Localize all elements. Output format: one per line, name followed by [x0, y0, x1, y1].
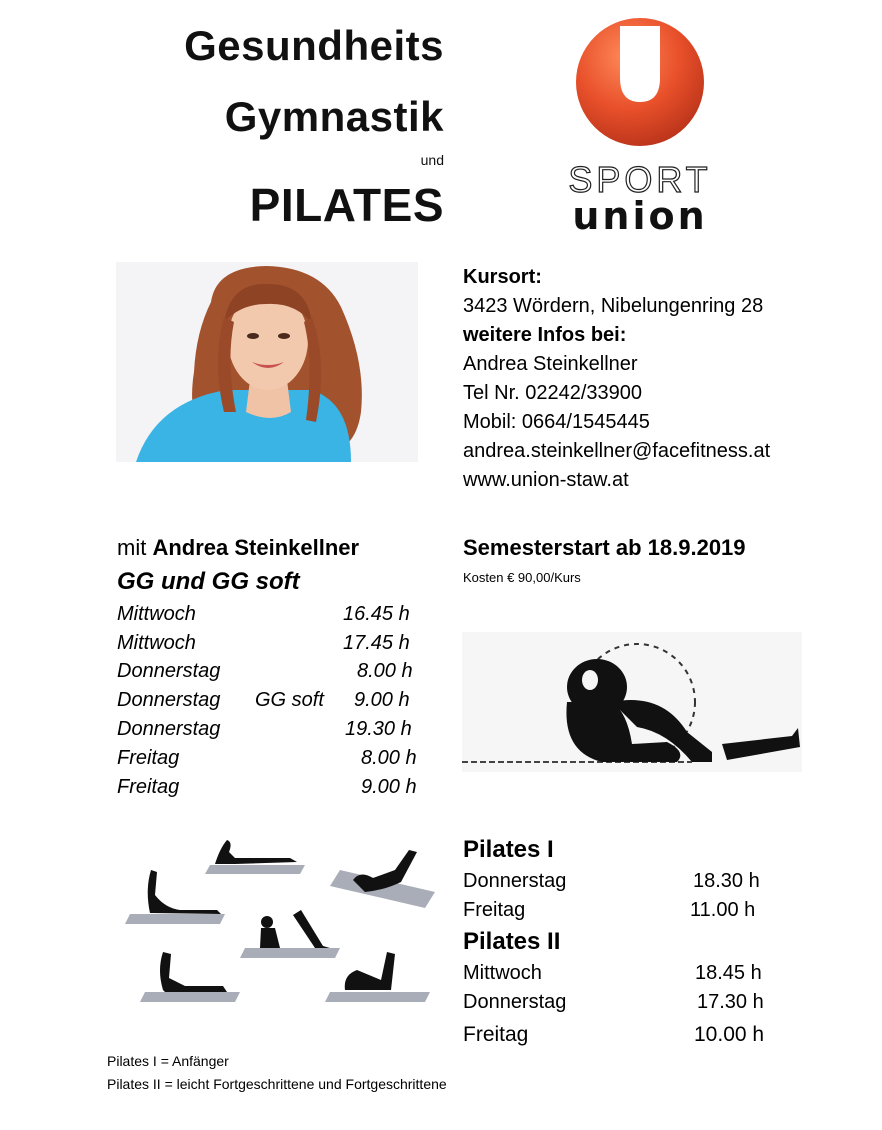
contact-name: Andrea Steinkellner — [463, 353, 638, 375]
contact-tel: Tel Nr. 02242/33900 — [463, 382, 643, 404]
gg-row-3-time: 8.00 h — [357, 660, 413, 682]
exercise-roll-illustration — [462, 632, 802, 772]
gg-row-4-day: Donnerstag — [117, 689, 221, 711]
gg-row-6-day: Freitag — [117, 747, 180, 769]
pilates2-row-2-day: Donnerstag — [463, 991, 567, 1013]
instructor-photo — [116, 262, 418, 462]
gg-row-2-day: Mittwoch — [117, 632, 196, 654]
sport-union-logo — [545, 18, 735, 233]
pilates1-row-2-day: Freitag — [463, 899, 526, 921]
gg-row-5-time: 19.30 h — [345, 718, 412, 740]
pilates2-row-1-time: 18.45 h — [695, 962, 762, 984]
pilates1-row-1-time: 18.30 h — [693, 870, 760, 892]
logo-word-sport: SPORT — [568, 159, 712, 200]
title-line-2: Gymnastik — [224, 93, 444, 140]
website-link[interactable]: www.union-staw.at — [463, 469, 629, 491]
title-line-3: PILATES — [249, 179, 444, 231]
logo-word-union: union — [572, 194, 708, 233]
gg-heading: GG und GG soft — [117, 568, 300, 595]
pilates2-row-2-time: 17.30 h — [697, 991, 764, 1013]
instructor-prefix: mit — [117, 535, 147, 560]
title-line-1: Gesundheits — [184, 22, 444, 69]
gg-row-7-time: 9.00 h — [361, 776, 417, 798]
semester-start: Semesterstart ab 18.9.2019 — [463, 535, 746, 560]
pilates1-row-1-day: Donnerstag — [463, 870, 567, 892]
title-connector: und — [420, 152, 444, 168]
gg-row-2-time: 17.45 h — [343, 632, 410, 654]
gg-row-7-day: Freitag — [117, 776, 180, 798]
logo-u-icon — [620, 26, 660, 102]
gg-row-1-day: Mittwoch — [117, 603, 196, 625]
pilates2-row-3-time: 10.00 h — [694, 1023, 765, 1046]
kursort-address: 3423 Wördern, Nibelungenring 28 — [463, 295, 764, 317]
instructor-line — [117, 535, 359, 561]
semester-cost: Kosten € 90,00/Kurs — [463, 570, 581, 585]
gg-row-5-day: Donnerstag — [117, 718, 221, 740]
gg-row-6-time: 8.00 h — [361, 747, 417, 769]
gg-row-4-note: GG soft — [255, 689, 324, 711]
pilates2-row-1-day: Mittwoch — [463, 962, 542, 984]
pilates1-heading: Pilates I — [463, 836, 554, 863]
contact-mobil: Mobil: 0664/1545445 — [463, 411, 650, 433]
instructor-name: Andrea Steinkellner — [152, 535, 360, 560]
pilates2-heading: Pilates II — [463, 928, 561, 955]
contact-email-link[interactable]: andrea.steinkellner@facefitness.at — [463, 440, 771, 462]
footnote-pilates1: Pilates I = Anfänger — [107, 1053, 229, 1069]
pilates1-row-2-time: 11.00 h — [690, 899, 756, 921]
pilates2-row-3-day: Freitag — [463, 1023, 529, 1046]
infos-label: weitere Infos bei: — [463, 324, 627, 346]
gg-row-3-day: Donnerstag — [117, 660, 221, 682]
gg-row-1-time: 16.45 h — [343, 603, 410, 625]
pilates-poses-illustration — [125, 830, 445, 1010]
footnote-pilates2: Pilates II = leicht Fortgeschrittene und Fortgeschrittene — [107, 1076, 447, 1092]
kursort-label: Kursort: — [463, 266, 542, 288]
gg-row-4-time: 9.00 h — [354, 689, 410, 711]
